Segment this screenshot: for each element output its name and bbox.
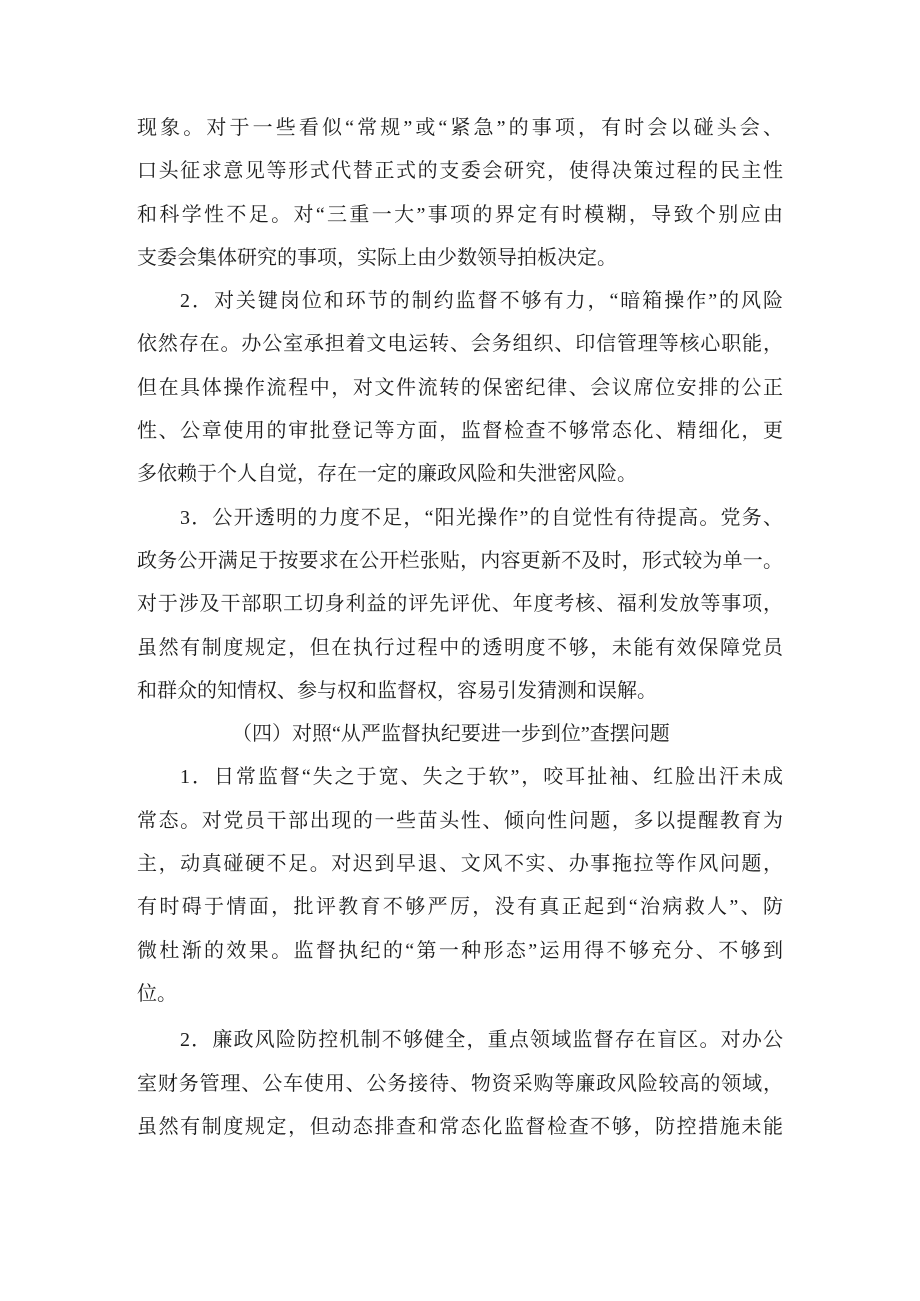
text-line: 室财务管理、公车使用、公务接待、物资采购等廉政风险较高的领域， [137,1072,783,1095]
text-line: 政务公开满足于按要求在公开栏张贴，内容更新不及时，形式较为单一。 [137,549,783,572]
text-line: 性、公章使用的审批登记等方面，监督检查不够常态化、精细化，更 [137,420,783,443]
paragraph-continued [137,107,783,280]
paragraph-item-2b [137,1019,783,1149]
text-line: 虽然有制度规定，但在执行过程中的透明度不够，未能有效保障党员 [137,636,783,659]
text-line: 3．公开透明的力度不足，“阳光操作”的自觉性有待提高。党务、 [180,506,783,529]
section-heading-text: （四）对照“从严监督执纪要进一步到位”查摆问题 [232,723,670,746]
text-line: 现象。对于一些看似“常规”或“紧急”的事项，有时会以碰头会、 [137,117,783,139]
text-line: 2．对关键岗位和环节的制约监督不够有力，“暗箱操作”的风险 [180,290,783,313]
text-line: 位。 [137,982,177,1005]
text-line: 虽然有制度规定，但动态排查和常态化监督检查不够，防控措施未能 [137,1115,783,1138]
document-body [137,107,783,1149]
text-line: 依然存在。办公室承担着文电运转、会务组织、印信管理等核心职能， [137,333,783,356]
text-line: 有时碍于情面，批评教育不够严厉，没有真正起到“治病救人”、防 [137,896,783,919]
text-line: 但在具体操作流程中，对文件流转的保密纪律、会议席位安排的公正 [137,376,783,399]
text-line: 对于涉及干部职工切身利益的评先评优、年度考核、福利发放等事项， [137,593,783,616]
paragraph-item-2 [137,280,783,496]
text-line: 常态。对党员干部出现的一些苗头性、倾向性问题，多以提醒教育为 [137,809,783,832]
text-line: 支委会集体研究的事项，实际上由少数领导拍板决定。 [137,246,617,269]
text-line: 微杜渐的效果。监督执纪的“第一种形态”运用得不够充分、不够到 [137,939,783,962]
paragraph-item-3 [137,497,783,713]
section-heading [137,713,783,756]
text-line: 2．廉政风险防控机制不够健全，重点领域监督存在盲区。对办公 [180,1029,783,1052]
text-line: 多依赖于个人自觉，存在一定的廉政风险和失泄密风险。 [137,463,637,486]
text-line: 和科学性不足。对“三重一大”事项的界定有时模糊，导致个别应由 [137,203,783,226]
text-line: 口头征求意见等形式代替正式的支委会研究，使得决策过程的民主性 [137,160,783,183]
text-line: 主，动真碰硬不足。对迟到早退、文风不实、办事拖拉等作风问题， [137,853,783,876]
text-line: 1．日常监督“失之于宽、失之于软”，咬耳扯袖、红脸出汗未成 [180,766,783,789]
paragraph-item-1 [137,756,783,1016]
text-line: 和群众的知情权、参与权和监督权，容易引发猜测和误解。 [137,679,657,702]
